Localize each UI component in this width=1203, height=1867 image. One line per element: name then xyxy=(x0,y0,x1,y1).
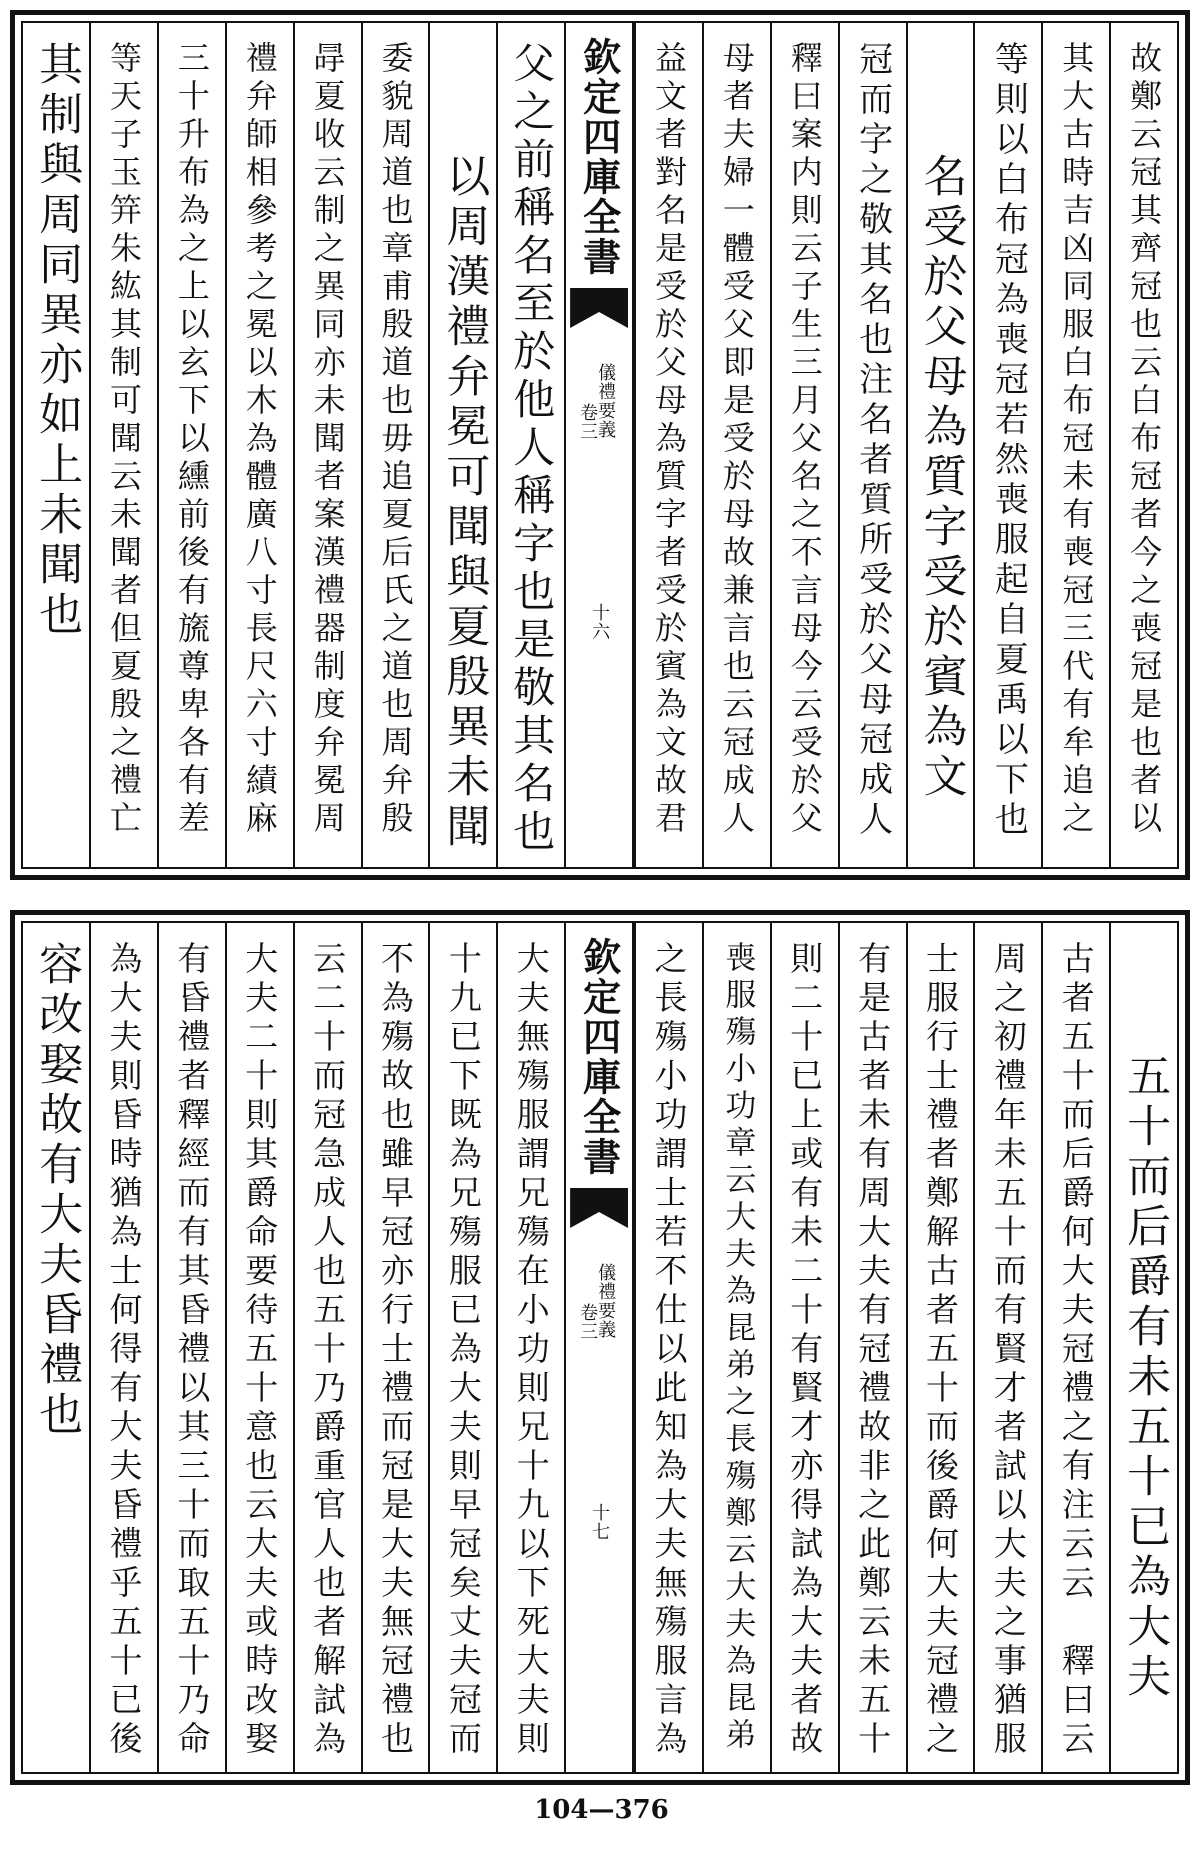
text-column xyxy=(89,923,157,1772)
column-text: 故鄭云冠其齊冠也云白布冠者今之喪冠是也者以 xyxy=(1125,41,1164,839)
text-column xyxy=(157,923,225,1772)
text-column xyxy=(496,23,564,867)
column-text: 之長殤小功謂士若不仕以此知為大夫無殤服言為 xyxy=(649,941,689,1760)
text-column xyxy=(634,923,702,1772)
collection-title: 欽定四庫全書 xyxy=(576,937,622,1177)
column-text: 則二十已上或有未二十有賢才亦得試為大夫者故 xyxy=(785,941,825,1760)
column-text: 云二十而冠急成人也五十乃爵重官人也者解試為 xyxy=(308,941,348,1760)
column-text: 大夫二十則其爵命要待五十意也云大夫或時改娶 xyxy=(240,941,280,1760)
column-text: 十九已下既為兄殤服已為大夫則早冠矣丈夫冠而 xyxy=(443,941,483,1760)
column-text: 五十而后爵有未五十已為大夫 xyxy=(1119,1053,1171,1703)
top-page xyxy=(10,10,1190,880)
text-column xyxy=(906,923,974,1772)
column-text: 容改娶故有大夫昏禮也 xyxy=(31,941,83,1441)
text-column xyxy=(1109,923,1177,1772)
folio-number: 十七 xyxy=(589,1503,611,1541)
text-column xyxy=(634,23,702,867)
column-text: 等則以白布冠為喪冠若然喪服起自夏禹以下也 xyxy=(988,41,1029,841)
volume-label: 卷三 xyxy=(577,403,599,441)
column-text: 母者夫婦一體受父即是受於母故兼言也云冠成人 xyxy=(717,41,756,839)
text-column xyxy=(838,923,906,1772)
text-column xyxy=(496,923,564,1772)
volume-label: 卷三 xyxy=(577,1303,599,1341)
column-text: 有昏禮者釋經而有其昏禮以其三十而取五十乃命 xyxy=(172,941,212,1760)
column-text: 有是古者未有周大夫有冠禮故非之此鄭云未五十 xyxy=(853,941,893,1760)
column-text: 周之初禮年未五十而有賢才者試以大夫之事猶服 xyxy=(988,941,1028,1760)
text-column xyxy=(702,923,770,1772)
column-text: 禮弁師相參考之冕以木為體廣八寸長尺六寸績麻 xyxy=(240,41,279,839)
text-column xyxy=(361,23,429,867)
bottom-page-frame xyxy=(21,921,1179,1774)
column-text: 委貌周道也章甫殷道也毋追夏后氏之道也周弁殷 xyxy=(376,41,415,839)
fishtail-mark-icon xyxy=(570,288,628,328)
text-column xyxy=(973,23,1041,867)
text-column xyxy=(225,23,293,867)
page-number: 104—376 xyxy=(534,1795,669,1825)
text-column xyxy=(1109,23,1177,867)
column-text: 其大古時吉凶同服白布冠未有喪冠三代有牟追之 xyxy=(1057,41,1096,839)
column-text: 大夫無殤服謂兄殤在小功則兄十九以下死大夫則 xyxy=(511,941,551,1760)
book-title: 儀禮要義 xyxy=(595,1263,617,1339)
text-column xyxy=(89,23,157,867)
text-column xyxy=(770,923,838,1772)
text-column xyxy=(428,23,496,867)
text-column xyxy=(702,23,770,867)
column-text: 喪服殤小功章云大夫為昆弟之長殤鄭云大夫為昆弟 xyxy=(719,941,756,1755)
center-margin-column xyxy=(564,23,634,867)
text-column xyxy=(906,23,974,867)
bottom-page xyxy=(10,910,1190,1785)
center-margin-column xyxy=(564,923,634,1772)
book-title: 儀禮要義 xyxy=(595,363,617,439)
column-text: 等天子玉笄朱紘其制可聞云未聞者但夏殷之禮亡 xyxy=(104,41,143,839)
top-page-frame xyxy=(21,21,1179,869)
text-column xyxy=(770,23,838,867)
text-column xyxy=(293,923,361,1772)
text-column xyxy=(428,923,496,1772)
folio-number: 十六 xyxy=(589,603,611,641)
column-text: 冠而字之敬其名也注名者質所受於父母冠成人 xyxy=(852,41,893,841)
column-text: 釋曰案内則云子生三月父名之不言母今云受於父 xyxy=(785,41,824,839)
text-column xyxy=(838,23,906,867)
column-text: 古者五十而后爵何大夫冠禮之有注云云 釋曰云 xyxy=(1056,941,1096,1760)
column-text: 以周漢禮弁冕可聞與夏殷異未聞 xyxy=(438,153,490,853)
fishtail-mark-icon xyxy=(570,1188,628,1228)
column-text: 士服行士禮者鄭解古者五十而後爵何大夫冠禮之 xyxy=(920,941,960,1760)
column-text: 冔夏收云制之異同亦未聞者案漢禮器制度弁冕周 xyxy=(308,41,347,839)
column-text: 三十升布為之上以玄下以纁前後有旒尊卑各有差 xyxy=(172,41,211,839)
column-text: 益文者對名是受於父母為質字者受於賓為文故君 xyxy=(649,41,688,839)
text-column xyxy=(293,23,361,867)
text-column xyxy=(1041,23,1109,867)
top-page-columns xyxy=(23,23,1177,867)
collection-title: 欽定四庫全書 xyxy=(576,37,622,277)
text-column xyxy=(157,23,225,867)
text-column xyxy=(225,923,293,1772)
text-column xyxy=(1041,923,1109,1772)
column-text: 父之前稱名至於他人稱字也是敬其名也 xyxy=(507,41,557,857)
text-column xyxy=(361,923,429,1772)
column-text: 不為殤故也雖早冠亦行士禮而冠是大夫無冠禮也 xyxy=(375,941,415,1760)
column-text: 名受於父母為質字受於賓為文 xyxy=(915,153,967,803)
column-text: 為大夫則昏時猶為士何得有大夫昏禮乎五十已後 xyxy=(104,941,144,1760)
text-column xyxy=(973,923,1041,1772)
text-column xyxy=(23,923,89,1772)
bottom-page-columns xyxy=(23,923,1177,1772)
column-text: 其制與周同異亦如上未聞也 xyxy=(31,41,83,641)
text-column xyxy=(23,23,89,867)
